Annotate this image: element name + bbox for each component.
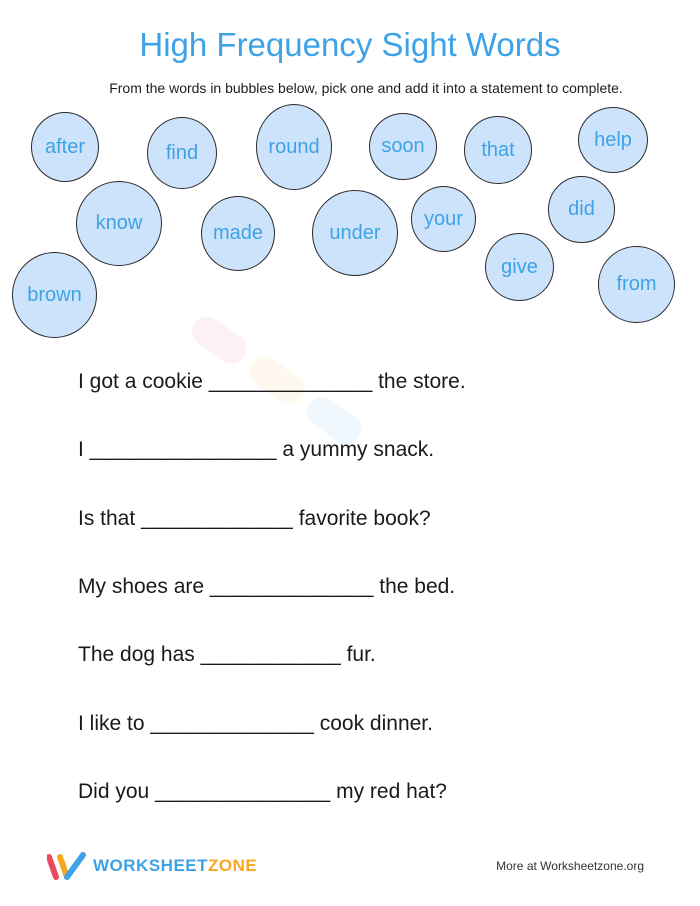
word-bubble-help[interactable]: help: [578, 107, 648, 173]
logo-text-worksheet: WORKSHEET: [93, 856, 208, 875]
word-bubble-made[interactable]: made: [201, 196, 275, 271]
logo-wordmark: [93, 856, 257, 876]
sentence-7: [78, 780, 447, 804]
sentence-text: Is that: [78, 507, 142, 530]
w-logo-icon: [47, 851, 87, 881]
sentence-text: I like to: [78, 712, 151, 735]
sentence-text: cook dinner.: [313, 712, 433, 735]
answer-blank[interactable]: ____________: [200, 643, 341, 666]
worksheetzone-logo[interactable]: [47, 851, 257, 881]
word-bubble-after[interactable]: after: [31, 112, 99, 182]
sentence-2: [78, 438, 434, 462]
sentence-text: The dog has: [78, 643, 201, 666]
answer-blank[interactable]: ______________: [150, 712, 314, 735]
worksheet-title: High Frequency Sight Words: [139, 26, 561, 63]
sentence-text: my red hat?: [330, 780, 447, 803]
sentence-text: I got a cookie: [78, 370, 209, 393]
sentence-4: [78, 575, 455, 599]
word-bubble-round[interactable]: round: [256, 104, 332, 190]
more-link[interactable]: More at Worksheetzone.org: [496, 859, 644, 873]
word-bubble-find[interactable]: find: [147, 117, 217, 189]
logo-text-zone: ZONE: [208, 856, 258, 875]
answer-blank[interactable]: ______________: [208, 370, 373, 393]
sentence-text: the store.: [372, 370, 466, 393]
sentence-text: Did you: [78, 780, 156, 803]
answer-blank[interactable]: ________________: [89, 438, 277, 461]
answer-blank[interactable]: _____________: [141, 507, 293, 530]
sentence-5: [78, 643, 376, 667]
word-bubble-under[interactable]: under: [312, 190, 398, 276]
sentence-text: the bed.: [373, 575, 456, 598]
sentence-1: [78, 370, 466, 394]
sentence-text: a yummy snack.: [276, 438, 435, 461]
instructions: From the words in bubbles below, pick one and add it into a statement to complete.: [109, 80, 623, 96]
sentence-text: favorite book?: [292, 507, 431, 530]
word-bubble-did[interactable]: did: [548, 176, 615, 243]
word-bubble-from[interactable]: from: [598, 246, 675, 323]
word-bubble-give[interactable]: give: [485, 233, 554, 301]
sentence-text: I: [78, 438, 90, 461]
word-bubble-that[interactable]: that: [464, 116, 532, 184]
word-bubble-know[interactable]: know: [76, 181, 162, 266]
word-bubble-soon[interactable]: soon: [369, 113, 437, 180]
answer-blank[interactable]: ______________: [209, 575, 374, 598]
word-bubble-your[interactable]: your: [411, 186, 476, 252]
word-bubble-brown[interactable]: brown: [12, 252, 97, 338]
sentence-text: My shoes are: [78, 575, 210, 598]
answer-blank[interactable]: _______________: [155, 780, 331, 803]
sentence-3: [78, 507, 431, 531]
sentence-6: [78, 712, 433, 736]
sentence-text: fur.: [340, 643, 376, 666]
